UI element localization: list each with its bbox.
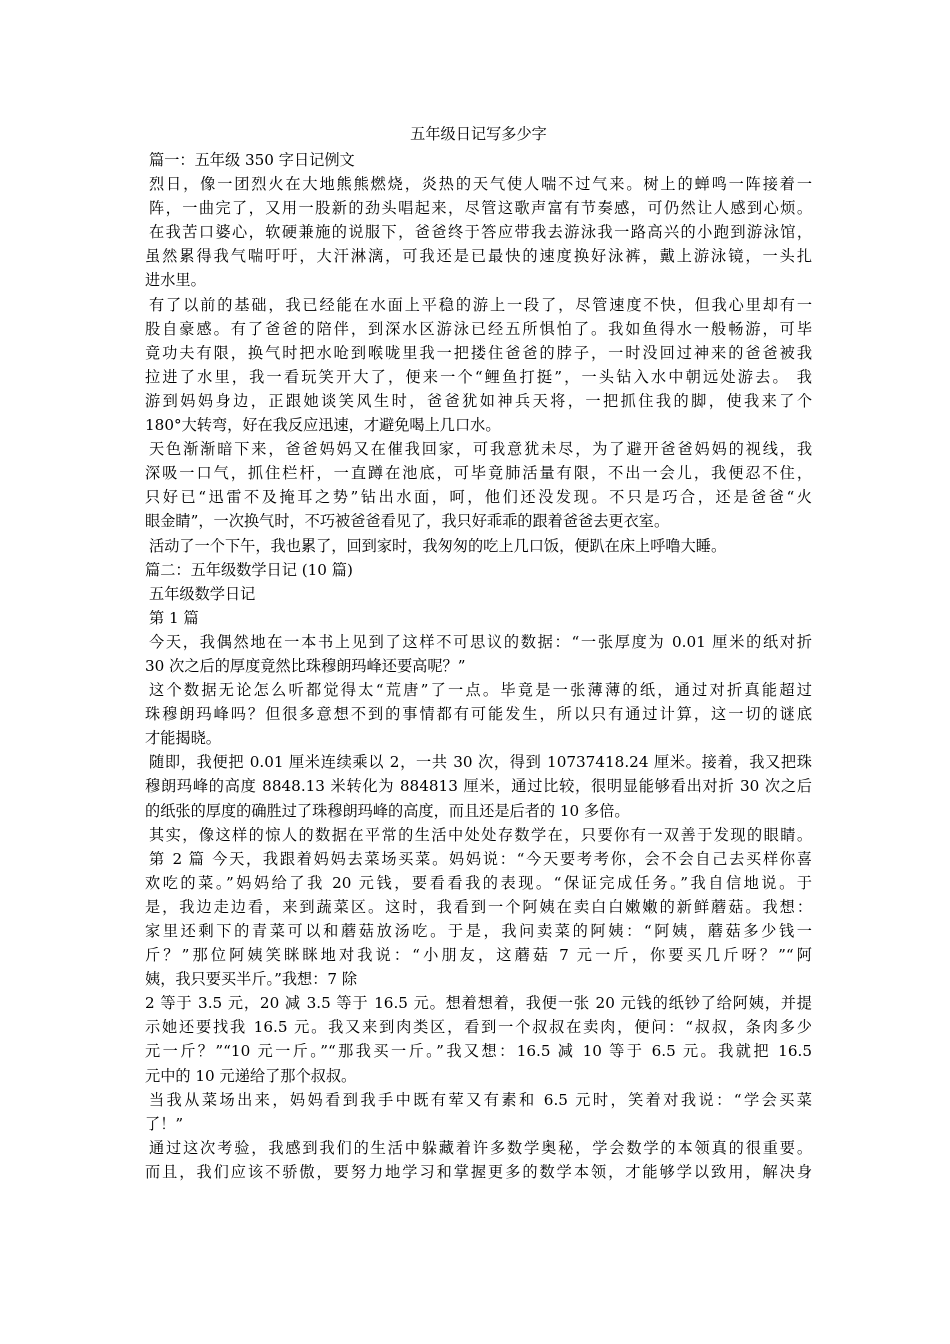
document-body <box>145 148 812 1184</box>
text-line: 欢吃的菜。”妈妈给了我 20 元钱，要看看我的表现。“保证完成任务。”我自信地说。于 <box>145 873 812 892</box>
text-line: 姨，我只要买半斤。”我想：7 除 <box>145 970 358 989</box>
text-line: 了！” <box>145 1114 184 1133</box>
text-line: 30 次之后的厚度竟然比珠穆朗玛峰还要高呢？” <box>145 656 466 675</box>
text-line: 活动了一个下午，我也累了，回到家时，我匆匆的吃上几口饭，便趴在床上呼噜大睡。 <box>149 536 727 555</box>
text-line: 今天，我偶然地在一本书上见到了这样不可思议的数据：“一张厚度为 0.01 厘米的纸对折 <box>149 632 812 651</box>
text-line: 180°大转弯，好在我反应迅速，才避免喝上几口水。 <box>145 416 501 435</box>
document-title: 五年级日记写多少字 <box>410 125 547 143</box>
text-line: 游到妈妈身边，正跟她谈笑风生时，爸爸犹如神兵天将，一把抓住我的脚，使我来了个 <box>145 391 812 410</box>
text-line: 当我从菜场出来，妈妈看到我手中既有荤又有素和 6.5 元时，笑着对我说：“学会买菜 <box>149 1090 812 1109</box>
text-line: 的纸张的厚度的确胜过了珠穆朗玛峰的高度，而且还是后者的 10 多倍。 <box>145 801 630 820</box>
text-line: 通过这次考验，我感到我们的生活中躲藏着许多数学奥秘，学会数学的本领真的很重要。 <box>149 1138 812 1157</box>
text-line: 元一斤？”“10 元一斤。”“那我买一斤。”我又想：16.5 减 10 等于 6.5 元。我就把 16.5 <box>145 1042 812 1061</box>
text-line: 这个数据无论怎么听都觉得太“荒唐”了一点。毕竟是一张薄薄的纸，通过对折真能超过 <box>149 681 812 700</box>
text-line: 阵，一曲完了，又用一股新的劲头唱起来，尽管这歌声富有节奏感，可仍然让人感到心烦。 <box>149 199 812 218</box>
text-line: 第 2 篇 今天，我跟着妈妈去菜场买菜。妈妈说：“今天要考考你，会不会自己去买样你喜 <box>149 849 812 868</box>
text-line: 篇一：五年级 350 字日记例文 <box>149 151 355 169</box>
text-line: 珠穆朗玛峰吗？但很多意想不到的事情都有可能发生，所以只有通过计算，这一切的谜底 <box>145 705 812 724</box>
text-line: 深吸一口气，抓住栏杆，一直蹲在池底，可毕竟肺活量有限，不出一会儿，我便忍不住， <box>145 464 812 483</box>
text-line: 只好已“迅雷不及掩耳之势”钻出水面，呵，他们还没发现。不只是巧合，还是爸爸“火 <box>145 488 812 507</box>
text-line: 家里还剩下的青菜可以和蘑菇放汤吃。于是，我问卖菜的阿姨：“阿姨，蘑菇多少钱一 <box>145 922 812 940</box>
text-line: 五年级数学日记 <box>149 584 256 603</box>
text-line: 是，我边走边看，来到蔬菜区。这时，我看到一个阿姨在卖白白嫩嫩的新鲜蘑菇。我想： <box>145 897 812 916</box>
text-line: 进水里。 <box>145 271 206 290</box>
text-line: 而且，我们应该不骄傲，要努力地学习和掌握更多的数学本领，才能够学以致用，解决身 <box>145 1162 812 1181</box>
text-line: 在我苦口婆心，软硬兼施的说服下，爸爸终于答应带我去游泳我一路高兴的小跑到游泳馆， <box>149 223 812 242</box>
text-line: 虽然累得我气喘吁吁，大汗淋漓，可我还是已最快的速度换好泳裤，戴上游泳镜，一头扎 <box>145 247 812 266</box>
text-line: 2 等于 3.5 元，20 减 3.5 等于 16.5 元。想着想着，我便一张 20 元钱的纸钞了给阿姨，并提 <box>145 994 812 1013</box>
text-line: 竟功夫有限，换气时把水呛到喉咙里我一把搂住爸爸的脖子，一时没回过神来的爸爸被我 <box>145 343 812 362</box>
text-line: 天色渐渐暗下来，爸爸妈妈又在催我回家，可我意犹未尽，为了避开爸爸妈妈的视线，我 <box>149 440 812 459</box>
text-line: 才能揭晓。 <box>145 729 221 748</box>
text-line: 斤？”那位阿姨笑眯眯地对我说：“小朋友，这蘑菇 7 元一斤，你要买几斤呀？”“阿 <box>145 946 812 965</box>
document-page <box>145 122 812 1184</box>
text-line: 其实，像这样的惊人的数据在平常的生活中处处存数学在，只要你有一双善于发现的眼睛。 <box>149 825 812 844</box>
text-line: 烈日，像一团烈火在大地熊熊燃烧，炎热的天气使人喘不过气来。树上的蝉鸣一阵接着一 <box>149 175 812 194</box>
text-line: 拉进了水里，我一看玩笑开大了，便来一个“鲤鱼打挺”，一头钻入水中朝远处游去。 我 <box>145 367 812 386</box>
text-line: 第 1 篇 <box>149 608 199 627</box>
text-line: 示她还要找我 16.5 元。我又来到肉类区，看到一个叔叔在卖肉，便问：“叔叔，条肉多少 <box>145 1018 812 1037</box>
text-line: 眼金睛”，一次换气时，不巧被爸爸看见了，我只好乖乖的跟着爸爸去更衣室。 <box>145 512 670 531</box>
text-line: 篇二：五年级数学日记 (10 篇) <box>145 560 353 579</box>
text-line: 穆朗玛峰的高度 8848.13 米转化为 884813 厘米，通过比较，很明显能够看出对折 30 次之后 <box>145 777 812 796</box>
text-line: 随即，我便把 0.01 厘米连续乘以 2，一共 30 次，得到 10737418.24 厘米。接着，我又把珠 <box>149 753 812 772</box>
text-line: 元中的 10 元递给了那个叔叔。 <box>145 1066 357 1085</box>
text-line: 股自豪感。有了爸爸的陪伴，到深水区游泳已经五所惧怕了。我如鱼得水一般畅游，可毕 <box>145 319 812 338</box>
text-line: 有了以前的基础，我已经能在水面上平稳的游上一段了，尽管速度不快，但我心里却有一 <box>149 295 812 314</box>
